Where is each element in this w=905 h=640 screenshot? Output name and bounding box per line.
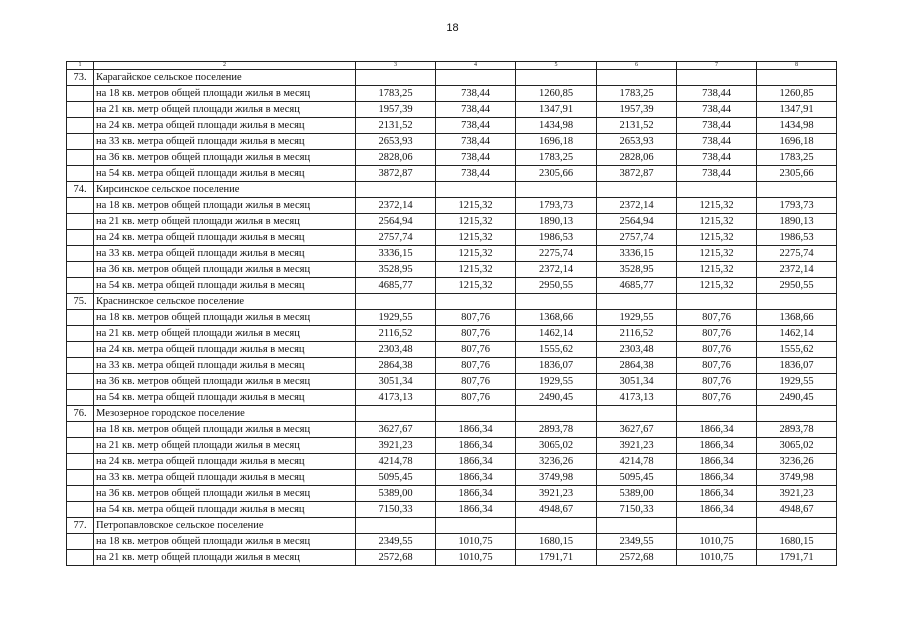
value-cell: 1010,75: [436, 534, 516, 550]
value-cell: 738,44: [436, 134, 516, 150]
empty-cell: [356, 406, 436, 422]
value-cell: 5389,00: [597, 486, 677, 502]
value-cell: 2564,94: [356, 214, 436, 230]
value-cell: 1215,32: [436, 278, 516, 294]
value-cell: 1890,13: [516, 214, 597, 230]
table-row: [67, 454, 837, 470]
empty-cell: [67, 454, 94, 470]
value-cell: 3921,23: [757, 486, 837, 502]
row-label: на 21 кв. метр общей площади жилья в месяц: [94, 326, 356, 342]
value-cell: 4173,13: [356, 390, 436, 406]
value-cell: 1793,73: [757, 198, 837, 214]
value-cell: 4948,67: [516, 502, 597, 518]
section-title: Краснинское сельское поселение: [94, 294, 356, 310]
table-row: [67, 278, 837, 294]
value-cell: 4685,77: [356, 278, 436, 294]
value-cell: 1957,39: [597, 102, 677, 118]
value-cell: 1555,62: [516, 342, 597, 358]
value-cell: 1010,75: [436, 550, 516, 566]
empty-cell: [67, 502, 94, 518]
value-cell: 1866,34: [677, 438, 757, 454]
empty-cell: [436, 182, 516, 198]
value-cell: 1215,32: [677, 214, 757, 230]
table-row: [67, 150, 837, 166]
value-cell: 1783,25: [597, 86, 677, 102]
value-cell: 3872,87: [597, 166, 677, 182]
empty-cell: [516, 70, 597, 86]
value-cell: 807,76: [436, 358, 516, 374]
value-cell: 1929,55: [597, 310, 677, 326]
value-cell: 3236,26: [516, 454, 597, 470]
empty-cell: [67, 374, 94, 390]
value-cell: 1783,25: [516, 150, 597, 166]
empty-cell: [356, 182, 436, 198]
value-cell: 2305,66: [516, 166, 597, 182]
value-cell: 1791,71: [516, 550, 597, 566]
value-cell: 738,44: [677, 134, 757, 150]
empty-cell: [597, 518, 677, 534]
value-cell: 1215,32: [436, 230, 516, 246]
tariff-table: [66, 61, 837, 566]
value-cell: 4948,67: [757, 502, 837, 518]
value-cell: 2116,52: [356, 326, 436, 342]
column-number-row: [67, 62, 837, 70]
value-cell: 4214,78: [597, 454, 677, 470]
empty-cell: [67, 230, 94, 246]
row-label: на 36 кв. метров общей площади жилья в месяц: [94, 486, 356, 502]
value-cell: 1010,75: [677, 550, 757, 566]
value-cell: 1215,32: [436, 214, 516, 230]
section-title: Петропавловское сельское поселение: [94, 518, 356, 534]
empty-cell: [597, 406, 677, 422]
empty-cell: [436, 518, 516, 534]
value-cell: 738,44: [677, 118, 757, 134]
empty-cell: [67, 86, 94, 102]
value-cell: 738,44: [436, 118, 516, 134]
value-cell: 1368,66: [757, 310, 837, 326]
table-row: [67, 374, 837, 390]
value-cell: 3921,23: [516, 486, 597, 502]
value-cell: 2349,55: [597, 534, 677, 550]
value-cell: 3065,02: [757, 438, 837, 454]
value-cell: 4214,78: [356, 454, 436, 470]
value-cell: 1680,15: [516, 534, 597, 550]
section-row: [67, 182, 837, 198]
empty-cell: [67, 422, 94, 438]
value-cell: 807,76: [677, 358, 757, 374]
empty-cell: [516, 182, 597, 198]
empty-cell: [757, 294, 837, 310]
value-cell: 738,44: [436, 166, 516, 182]
empty-cell: [67, 278, 94, 294]
value-cell: 3749,98: [516, 470, 597, 486]
value-cell: 1215,32: [436, 246, 516, 262]
value-cell: 1866,34: [436, 502, 516, 518]
table-row: [67, 358, 837, 374]
value-cell: 1462,14: [516, 326, 597, 342]
row-label: на 33 кв. метра общей площади жилья в месяц: [94, 246, 356, 262]
column-number-1: 1: [67, 62, 94, 70]
empty-cell: [677, 518, 757, 534]
value-cell: 1866,34: [677, 422, 757, 438]
empty-cell: [67, 342, 94, 358]
value-cell: 3749,98: [757, 470, 837, 486]
value-cell: 2116,52: [597, 326, 677, 342]
value-cell: 2131,52: [356, 118, 436, 134]
value-cell: 2372,14: [516, 262, 597, 278]
value-cell: 807,76: [436, 326, 516, 342]
value-cell: 2372,14: [757, 262, 837, 278]
value-cell: 5389,00: [356, 486, 436, 502]
table-body: [67, 62, 837, 566]
value-cell: 1866,34: [677, 502, 757, 518]
section-number: 76.: [67, 406, 94, 422]
empty-cell: [67, 310, 94, 326]
value-cell: 738,44: [677, 166, 757, 182]
empty-cell: [67, 470, 94, 486]
value-cell: 7150,33: [597, 502, 677, 518]
value-cell: 3921,23: [356, 438, 436, 454]
value-cell: 1368,66: [516, 310, 597, 326]
row-label: на 36 кв. метров общей площади жилья в месяц: [94, 374, 356, 390]
value-cell: 807,76: [436, 342, 516, 358]
value-cell: 3872,87: [356, 166, 436, 182]
empty-cell: [436, 406, 516, 422]
section-number: 74.: [67, 182, 94, 198]
value-cell: 807,76: [436, 310, 516, 326]
value-cell: 807,76: [677, 326, 757, 342]
column-number-7: 7: [677, 62, 757, 70]
value-cell: 738,44: [677, 86, 757, 102]
empty-cell: [67, 358, 94, 374]
value-cell: 1260,85: [516, 86, 597, 102]
value-cell: 2490,45: [516, 390, 597, 406]
row-label: на 54 кв. метра общей площади жилья в месяц: [94, 166, 356, 182]
empty-cell: [436, 294, 516, 310]
row-label: на 18 кв. метров общей площади жилья в месяц: [94, 422, 356, 438]
empty-cell: [677, 182, 757, 198]
value-cell: 738,44: [436, 102, 516, 118]
section-number: 73.: [67, 70, 94, 86]
value-cell: 2828,06: [597, 150, 677, 166]
empty-cell: [436, 70, 516, 86]
page-number: 18: [446, 22, 459, 34]
table-row: [67, 214, 837, 230]
value-cell: 1783,25: [356, 86, 436, 102]
value-cell: 1347,91: [516, 102, 597, 118]
value-cell: 1347,91: [757, 102, 837, 118]
table-row: [67, 534, 837, 550]
value-cell: 1866,34: [677, 470, 757, 486]
value-cell: 4173,13: [597, 390, 677, 406]
value-cell: 807,76: [436, 374, 516, 390]
value-cell: 1215,32: [677, 262, 757, 278]
value-cell: 1929,55: [757, 374, 837, 390]
row-label: на 36 кв. метров общей площади жилья в месяц: [94, 150, 356, 166]
table-row: [67, 310, 837, 326]
section-title: Карагайское сельское поселение: [94, 70, 356, 86]
row-label: на 54 кв. метра общей площади жилья в месяц: [94, 278, 356, 294]
column-number-6: 6: [597, 62, 677, 70]
table-row: [67, 502, 837, 518]
value-cell: 1866,34: [677, 454, 757, 470]
value-cell: 1986,53: [757, 230, 837, 246]
row-label: на 24 кв. метра общей площади жилья в месяц: [94, 342, 356, 358]
value-cell: 1866,34: [436, 486, 516, 502]
table-row: [67, 486, 837, 502]
value-cell: 807,76: [677, 390, 757, 406]
section-row: [67, 70, 837, 86]
empty-cell: [67, 262, 94, 278]
value-cell: 7150,33: [356, 502, 436, 518]
value-cell: 807,76: [677, 342, 757, 358]
section-title: Кирсинское сельское поселение: [94, 182, 356, 198]
value-cell: 3528,95: [356, 262, 436, 278]
column-number-3: 3: [356, 62, 436, 70]
value-cell: 738,44: [436, 86, 516, 102]
empty-cell: [356, 294, 436, 310]
value-cell: 1866,34: [436, 438, 516, 454]
value-cell: 1866,34: [436, 422, 516, 438]
empty-cell: [516, 518, 597, 534]
column-number-8: 8: [757, 62, 837, 70]
value-cell: 3051,34: [356, 374, 436, 390]
table-row: [67, 86, 837, 102]
empty-cell: [597, 70, 677, 86]
empty-cell: [677, 294, 757, 310]
value-cell: 5095,45: [356, 470, 436, 486]
empty-cell: [67, 134, 94, 150]
column-number-2: 2: [94, 62, 356, 70]
value-cell: 807,76: [436, 390, 516, 406]
empty-cell: [67, 198, 94, 214]
value-cell: 738,44: [436, 150, 516, 166]
table-row: [67, 390, 837, 406]
value-cell: 1986,53: [516, 230, 597, 246]
value-cell: 2950,55: [516, 278, 597, 294]
empty-cell: [67, 486, 94, 502]
value-cell: 3528,95: [597, 262, 677, 278]
row-label: на 18 кв. метров общей площади жилья в месяц: [94, 86, 356, 102]
table-row: [67, 550, 837, 566]
value-cell: 3921,23: [597, 438, 677, 454]
value-cell: 2757,74: [597, 230, 677, 246]
value-cell: 1929,55: [356, 310, 436, 326]
empty-cell: [67, 214, 94, 230]
row-label: на 18 кв. метров общей площади жилья в месяц: [94, 310, 356, 326]
value-cell: 2893,78: [757, 422, 837, 438]
value-cell: 5095,45: [597, 470, 677, 486]
value-cell: 1215,32: [436, 262, 516, 278]
empty-cell: [67, 118, 94, 134]
table-row: [67, 134, 837, 150]
row-label: на 33 кв. метра общей площади жилья в месяц: [94, 134, 356, 150]
empty-cell: [757, 182, 837, 198]
value-cell: 3336,15: [597, 246, 677, 262]
table-row: [67, 246, 837, 262]
value-cell: 2303,48: [356, 342, 436, 358]
table-row: [67, 438, 837, 454]
value-cell: 1866,34: [677, 486, 757, 502]
value-cell: 2893,78: [516, 422, 597, 438]
empty-cell: [67, 246, 94, 262]
value-cell: 1215,32: [677, 230, 757, 246]
value-cell: 2303,48: [597, 342, 677, 358]
value-cell: 2864,38: [356, 358, 436, 374]
value-cell: 2864,38: [597, 358, 677, 374]
table-row: [67, 166, 837, 182]
value-cell: 2572,68: [356, 550, 436, 566]
empty-cell: [757, 406, 837, 422]
value-cell: 1555,62: [757, 342, 837, 358]
value-cell: 2305,66: [757, 166, 837, 182]
row-label: на 21 кв. метр общей площади жилья в месяц: [94, 438, 356, 454]
row-label: на 54 кв. метра общей площади жилья в месяц: [94, 390, 356, 406]
row-label: на 21 кв. метр общей площади жилья в месяц: [94, 214, 356, 230]
value-cell: 738,44: [677, 150, 757, 166]
empty-cell: [67, 534, 94, 550]
value-cell: 1836,07: [757, 358, 837, 374]
value-cell: 2950,55: [757, 278, 837, 294]
row-label: на 21 кв. метр общей площади жилья в месяц: [94, 102, 356, 118]
row-label: на 24 кв. метра общей площади жилья в месяц: [94, 454, 356, 470]
value-cell: 1696,18: [516, 134, 597, 150]
value-cell: 1010,75: [677, 534, 757, 550]
value-cell: 1434,98: [757, 118, 837, 134]
table-row: [67, 118, 837, 134]
value-cell: 1680,15: [757, 534, 837, 550]
value-cell: 2757,74: [356, 230, 436, 246]
empty-cell: [677, 70, 757, 86]
value-cell: 1866,34: [436, 470, 516, 486]
table-row: [67, 422, 837, 438]
row-label: на 24 кв. метра общей площади жилья в месяц: [94, 118, 356, 134]
section-number: 75.: [67, 294, 94, 310]
empty-cell: [67, 326, 94, 342]
value-cell: 807,76: [677, 374, 757, 390]
value-cell: 1866,34: [436, 454, 516, 470]
empty-cell: [597, 294, 677, 310]
value-cell: 2564,94: [597, 214, 677, 230]
value-cell: 2653,93: [356, 134, 436, 150]
table-row: [67, 470, 837, 486]
row-label: на 33 кв. метра общей площади жилья в месяц: [94, 358, 356, 374]
table-row: [67, 230, 837, 246]
row-label: на 24 кв. метра общей площади жилья в месяц: [94, 230, 356, 246]
empty-cell: [356, 518, 436, 534]
value-cell: 1215,32: [677, 198, 757, 214]
empty-cell: [67, 102, 94, 118]
value-cell: 1890,13: [757, 214, 837, 230]
value-cell: 1696,18: [757, 134, 837, 150]
empty-cell: [677, 406, 757, 422]
value-cell: 1783,25: [757, 150, 837, 166]
value-cell: 1957,39: [356, 102, 436, 118]
value-cell: 3065,02: [516, 438, 597, 454]
empty-cell: [356, 70, 436, 86]
value-cell: 1836,07: [516, 358, 597, 374]
row-label: на 36 кв. метров общей площади жилья в месяц: [94, 262, 356, 278]
value-cell: 3236,26: [757, 454, 837, 470]
value-cell: 2275,74: [757, 246, 837, 262]
value-cell: 1793,73: [516, 198, 597, 214]
column-number-4: 4: [436, 62, 516, 70]
section-title: Мезозерное городское поселение: [94, 406, 356, 422]
value-cell: 2372,14: [597, 198, 677, 214]
value-cell: 2275,74: [516, 246, 597, 262]
section-row: [67, 518, 837, 534]
empty-cell: [67, 166, 94, 182]
value-cell: 1462,14: [757, 326, 837, 342]
value-cell: 3051,34: [597, 374, 677, 390]
empty-cell: [67, 150, 94, 166]
value-cell: 2349,55: [356, 534, 436, 550]
table-row: [67, 342, 837, 358]
value-cell: 1791,71: [757, 550, 837, 566]
value-cell: 2490,45: [757, 390, 837, 406]
section-row: [67, 406, 837, 422]
section-row: [67, 294, 837, 310]
empty-cell: [516, 406, 597, 422]
empty-cell: [757, 518, 837, 534]
empty-cell: [67, 390, 94, 406]
empty-cell: [67, 550, 94, 566]
value-cell: 2828,06: [356, 150, 436, 166]
value-cell: 2572,68: [597, 550, 677, 566]
value-cell: 738,44: [677, 102, 757, 118]
table-row: [67, 102, 837, 118]
column-number-5: 5: [516, 62, 597, 70]
value-cell: 2653,93: [597, 134, 677, 150]
row-label: на 18 кв. метров общей площади жилья в месяц: [94, 534, 356, 550]
value-cell: 1215,32: [436, 198, 516, 214]
value-cell: 1215,32: [677, 246, 757, 262]
value-cell: 4685,77: [597, 278, 677, 294]
row-label: на 18 кв. метров общей площади жилья в месяц: [94, 198, 356, 214]
value-cell: 3627,67: [597, 422, 677, 438]
section-number: 77.: [67, 518, 94, 534]
value-cell: 2372,14: [356, 198, 436, 214]
row-label: на 54 кв. метра общей площади жилья в месяц: [94, 502, 356, 518]
value-cell: 1260,85: [757, 86, 837, 102]
table-row: [67, 326, 837, 342]
value-cell: 1929,55: [516, 374, 597, 390]
empty-cell: [516, 294, 597, 310]
value-cell: 807,76: [677, 310, 757, 326]
row-label: на 21 кв. метр общей площади жилья в месяц: [94, 550, 356, 566]
value-cell: 2131,52: [597, 118, 677, 134]
value-cell: 3336,15: [356, 246, 436, 262]
table-row: [67, 198, 837, 214]
value-cell: 3627,67: [356, 422, 436, 438]
value-cell: 1215,32: [677, 278, 757, 294]
empty-cell: [757, 70, 837, 86]
table-row: [67, 262, 837, 278]
empty-cell: [67, 438, 94, 454]
value-cell: 1434,98: [516, 118, 597, 134]
empty-cell: [597, 182, 677, 198]
row-label: на 33 кв. метра общей площади жилья в месяц: [94, 470, 356, 486]
